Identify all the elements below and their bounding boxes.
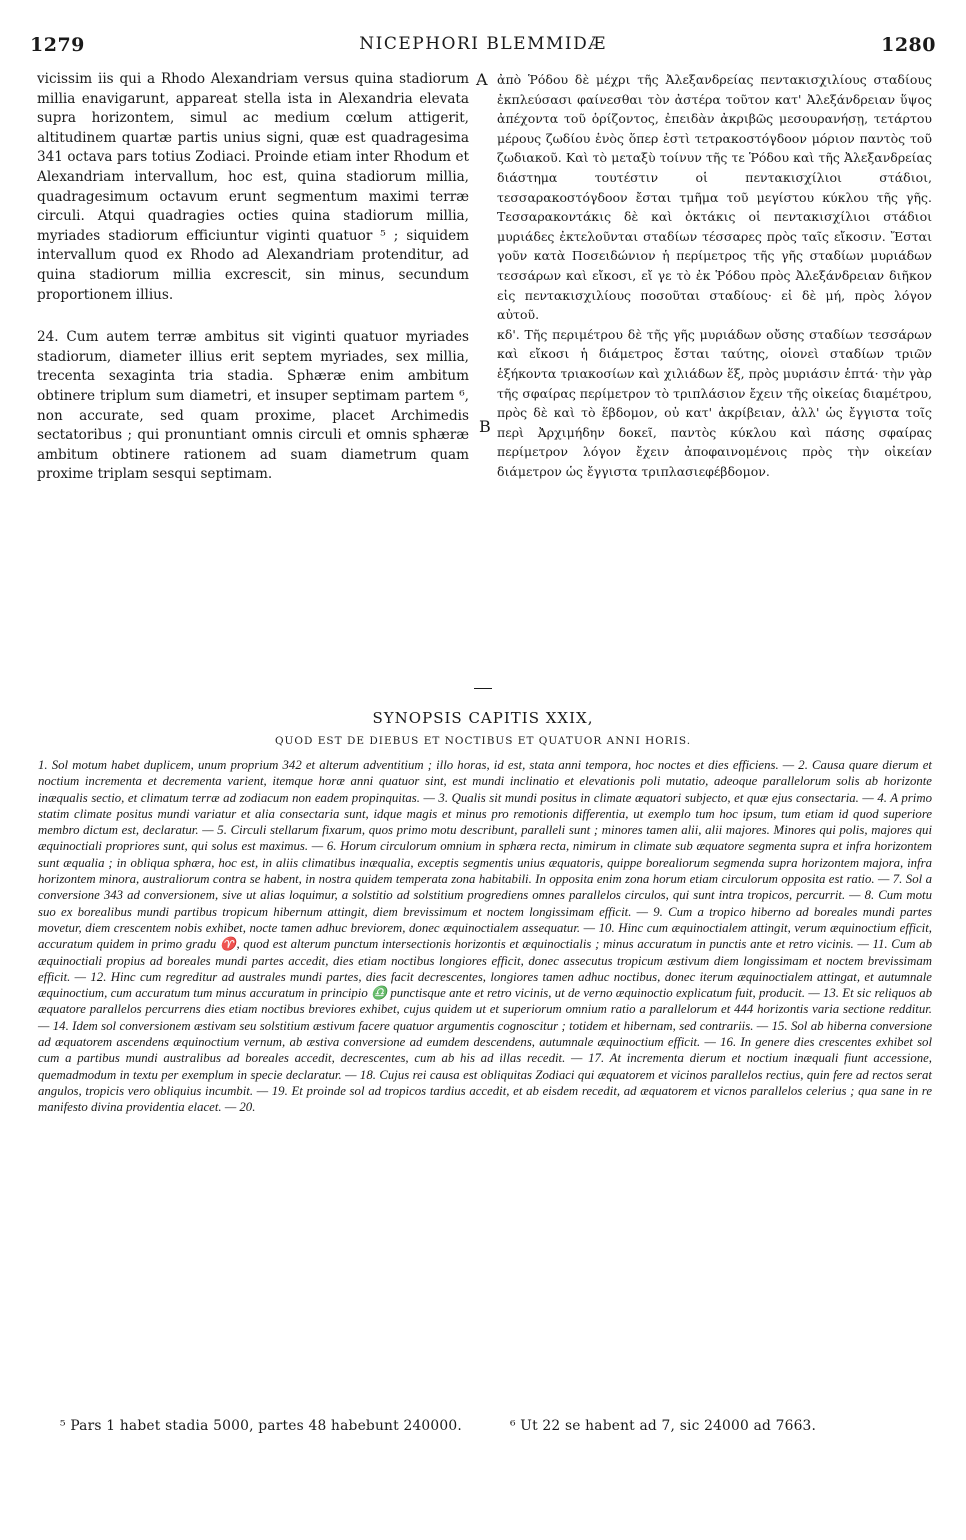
running-title: NICEPHORI BLEMMIDÆ [359,34,607,54]
section-divider [474,688,492,689]
synopsis-body: 1. Sol motum habet duplicem, unum proprium 342 et alterum adventitium ; illo horas, id est, stata anni tempora, hoc noctes et dies efficiens. — 2. Causa quare dierum et noctium incrementa et decrementa varient, itemque horæ anni quatuor sint, est mundi inclinatio et elevationis poli mutatio, adeoque parallelorum solis ab horizonte inæqualis sectio, et climatum terræ ad zodiacum non eadem propinquitas. — 3. Qualis sit mundi positus in climate æquatori subjecto, et quæ ejus consectaria. — 4. A primo statim climate positus mundi variatur et alia consectaria sunt, idque magis et minus pro remotionis differentia, ut exemplo tum hoc ipsum, tum etiam id quod superiore membro dictum est, declaratur. — 5. Circuli stellarum fixarum, quos primo motu describunt, paralleli sunt ; minores tamen alii, alii majores. Minores qui polis, majores qui æquinoctiali propriores sunt, qui solus est maximus. — 6. Horum circulorum omnium in sphæra recta, nimirum in climate sub æquatore segmenta supra et infra horizontem sunt æqualia ; in obliqua sphæra, hoc est, in aliis climatibus inæqualia, exceptis segmentis unius æquatoris, quippe borealiorum segmenda supra horizontem majora, infra horizontem minora, australiorum contra se habent, in nostra quidem temperata zona habitabili. In opposita enim zona horum etiam circulorum opposita est ratio. — 7. Sol a conversione 343 ad conversionem, sive ut alias loquimur, a solstitio ad solstitium progrediens omnes parallelos circulos, qui sunt intra tropicos, percurrit. — 8. Cum motu suo ex borealibus mundi partibus tropicum hibernum attingit, diem brevissimum et noctem longissimam efficit. — 9. Cum a tropico hiberno ad boreales mundi partes movetur, diem crescentem nobis exhibet, nocte tamen adhuc breviorem, donec æquinoctialem assequatur. — 10. Hinc cum æquinoctialem attingit, verum æquinoctium efficit, accuratum quidem in primo gradu ♈, quod est alterum punctum intersectionis horizontis et æquinoctialis ; minus accuratum in punctis ante et retro vicinis. — 11. Cum ab æquinoctiali propius ad boreales mundi partes accedit, dies etiam noctibus longiores efficit, donec assecutus tropicum æstivum diem longissimam et noctem brevissimam efficit. — 12. Hinc cum regreditur ad australes mundi partes, dies facit decrescentes, longiores tamen adhuc noctibus, donec iterum æquinoctialem attingat, et autumnale æquinoctium, cum accuratum tum minus accuratum in principio ♎ punctisque ante et retro vicinis, ut de verno æquinoctio explicatum fuit, producit. — 13. Et sic reliquos ab æquatore parallelos percurrens dies etiam noctibus breviores exhibet, cujus quidem ut et superiorum omnium ratio a parallelorum et 444 horizontis varia sectione redditur. — 14. Idem sol conversionem æstivam seu solstitium æstivum facere quatuor argumentis cognoscitur ; totidem et hibernam, sed contrariis. — 15. Sol ab hiberna conversione ad æquatorem ascendens æquinoctium vernum, ab æstiva conversione ad eumdem descendens, autumnale æquinoctium efficit. — 16. In genere dies crescentes exhibet sol cum a partibus mundi australibus ad boreales accedit, decrescentes, cum ab his ad illas recedit. — 17. At incrementa dierum et noctium inæquali fiunt accessione, quemadmodum in textu per exemplum in specie declaratur. — 18. Cujus rei causa est obliquitas Zodiaci qui æquatorem et vicinos parallelos rectius, quin fere ad rectos serat angulos, tropicis vero obliquius incumbit. — 19. Et proinde sol ad tropicos tardius accedit, et ab eisdem recedit, ad æquatorem et vicnos parallelos celerius ; qua sane in re manifesto divina providentia elacet. — 20. [38,758,932,1115]
synopsis-title: SYNOPSIS CAPITIS XXIX, [372,709,594,727]
margin-letter-a: A [476,70,488,89]
margin-letter-b: B [479,417,491,436]
latin-paragraph-2: 24. Cum autem terræ ambitus sit viginti quatuor myriades stadiorum, diameter illius erit septem myriades, sex millia, trecenta sexaginta tria stadia. Sphæræ enim ambitum obtinere triplum sum diametri, et insuper septimam partem ⁶, non accurate, sed quam proxime, placet Archimedis sectatoribus ; qui pronuntiant omnis circuli et omnis sphæræ ambitum obtinere rationem ad suam diametrum quam proxime triplam sesqui septimam. [37,329,469,483]
running-header [30,34,936,58]
footnotes [60,1418,932,1434]
greek-paragraph-1: ἀπὸ Ῥόδου δὲ μέχρι τῆς Ἀλεξανδρείας πεντακισχιλίους σταδίους ἐκπλεύσασι φαίνεσθαι τὸν ἀστέρα τοῦτον κατ' Ἀλεξάνδρειαν ὕψος ἀπέχοντα τοῦ ὁρίζοντος, ἐπειδὰν ἀκριβῶς μεσουρανήσῃ, τετάρτου μέρους ζωδίου ἑνὸς ὅπερ ἐστὶ τετρακοστόγδοον μόριον παντὸς τοῦ ζωδιακοῦ. Καὶ τὸ μεταξὺ τοίνυν τῆς τε Ῥόδου καὶ τῆς Ἀλεξανδρείας διάστημα τουτέστιν οἱ πεντακισχίλιοι στάδιοι, τεσσαρακοστόγδοον ἔσται τμῆμα τοῦ μεγίστου κύκλου τῆς γῆς. Τεσσαρακοντάκις δὲ καὶ ὀκτάκις οἱ πεντακισχίλιοι στάδιοι μυριάδες ἐκτελοῦνται σταδίων τέσσαρες πρὸς ταῖς εἴκοσιν. Ἔσται γοῦν κατὰ Ποσειδώνιον ἡ περίμετρος τῆς γῆς σταδίων μυριάδων τεσσάρων καὶ εἴκοσι, εἴ γε τὸ ἐκ Ῥόδου πρὸς Ἀλεξάνδρειαν διῆκον εἰς πεντακισχιλίους ποσοῦται σταδίους· εἰ δὲ μή, πρὸς λόγον αὐτοῦ. [497,72,932,323]
latin-column [37,70,469,485]
greek-paragraph-2: κδ'. Τῆς περιμέτρου δὲ τῆς γῆς μυριάδων οὔσης σταδίων τεσσάρων καὶ εἴκοσι ἡ διάμετρος ἔσται ταύτης, οἱονεὶ σταδίων τριῶν ἑξήκοντα τριακοσίων καὶ χιλιάδων ἕξ, πρὸς μυριάσιν ἑπτά· τὴν γὰρ τῆς σφαίρας περίμετρον τὸ τριπλάσιον ἔχειν τῆς οἰκείας διαμέτρου, πρὸς δὲ καὶ τὸ ἕβδομον, οὐ κατ' ἀκρίβειαν, ἀλλ' ὡς ἔγγιστα τοῖς περὶ Ἀρχιμήδην δοκεῖ, παντὸς κύκλου καὶ πάσης σφαίρας περίμετρον λόγον ἔχειν ἀποφαινομένοις πρὸς τὴν οἰκείαν διάμετρον ὡς ἔγγιστα τριπλασιεφέβδομον. [497,326,932,479]
footnote-5: ⁵ Pars 1 habet stadia 5000, partes 48 habebunt 240000. [60,1418,462,1434]
greek-column [497,70,932,481]
synopsis-subtitle: QUOD EST DE DIEBUS ET NOCTIBUS ET QUATUOR ANNI HORIS. [274,735,692,747]
left-page-number: 1279 [30,34,85,56]
latin-paragraph-1: vicissim iis qui a Rhodo Alexandriam versus quina stadiorum millia enavigarunt, appareat stella ista in Alexandria elevata supra horizontem, simul ac medium cœlum attigerit, altitudinem quartæ partis unius signi, quæ est quadragesima 341 octava pars totius Zodiaci. Proinde etiam inter Rhodum et Alexandriam intervallum, hoc est, quina stadiorum millia, quadragesimum octavum erunt segmentum maximi terræ circuli. Atqui quadragies octies quina stadiorum millia, myriades stadiorum efficiuntur viginti quatuor ⁵ ; siquidem intervallum quod ex Rhodo ad Alexandriam protenditur, ad quina stadiorum millia excrescit, sin minus, secundum proportionem illius. [37,71,469,303]
footnote-6: ⁶ Ut 22 se habent ad 7, sic 24000 ad 7663. [509,1418,817,1434]
right-page-number: 1280 [881,34,936,56]
